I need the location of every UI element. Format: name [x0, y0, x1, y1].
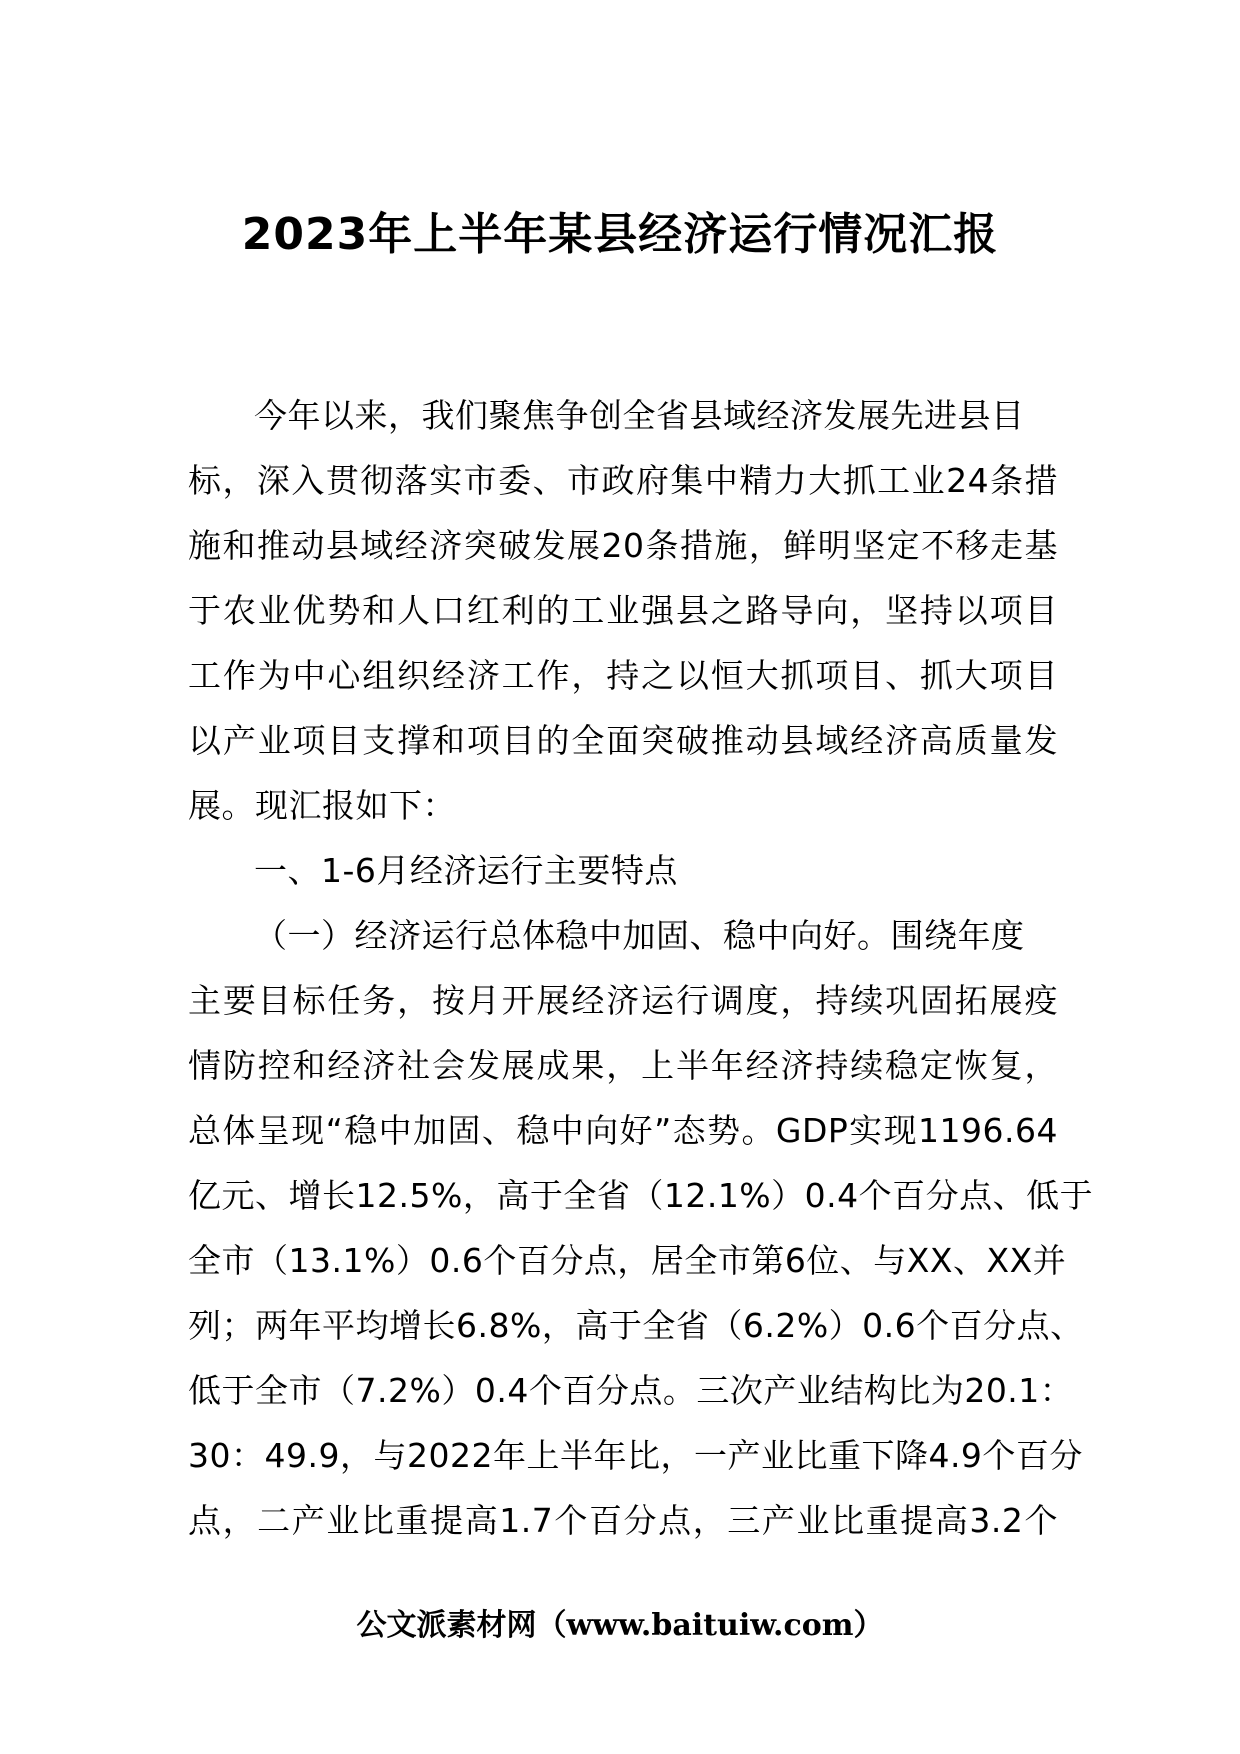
paragraph-line: 亿元、增长12.5%，高于全省（12.1%）0.4个百分点、低于 [188, 1176, 1094, 1215]
document-title: 2023年上半年某县经济运行情况汇报 [241, 209, 999, 260]
paragraph-line: 于农业优势和人口红利的工业强县之路导向，坚持以项目 [188, 591, 1058, 630]
section-heading: 一、1-6月经济运行主要特点 [254, 851, 678, 890]
paragraph-line: 工作为中心组织经济工作，持之以恒大抓项目、抓大项目 [188, 656, 1058, 695]
paragraph-line: 列；两年平均增长6.8%，高于全省（6.2%）0.6个百分点、 [188, 1306, 1084, 1345]
paragraph-line: 标，深入贯彻落实市委、市政府集中精力大抓工业24条措 [188, 461, 1058, 500]
paragraph-line: 主要目标任务，按月开展经济运行调度，持续巩固拓展疫 [188, 981, 1058, 1020]
paragraph-line: 30：49.9，与2022年上半年比，一产业比重下降4.9个百分 [188, 1436, 1083, 1475]
paragraph-line: 总体呈现“稳中加固、稳中向好”态势。GDP实现1196.64 [188, 1111, 1058, 1150]
subsection-heading-line: （一）经济运行总体稳中加固、稳中向好。围绕年度 [254, 916, 1025, 955]
document-body [188, 383, 1094, 1553]
paragraph-line: 全市（13.1%）0.6个百分点，居全市第6位、与XX、XX并 [188, 1241, 1067, 1280]
paragraph-line: 情防控和经济社会发展成果，上半年经济持续稳定恢复， [188, 1046, 1058, 1085]
paragraph-line: 展。现汇报如下： [188, 786, 456, 825]
paragraph-line: 今年以来，我们聚焦争创全省县域经济发展先进县目 [254, 396, 1025, 435]
paragraph-line: 以产业项目支撑和项目的全面突破推动县域经济高质量发 [188, 721, 1058, 760]
paragraph-line: 点，二产业比重提高1.7个百分点，三产业比重提高3.2个 [188, 1501, 1058, 1540]
footer-watermark-text: 公文派素材网（www.baituiw.com） [356, 1608, 884, 1643]
paragraph-line: 施和推动县域经济突破发展20条措施，鲜明坚定不移走基 [188, 526, 1058, 565]
paragraph-line: 低于全市（7.2%）0.4个百分点。三次产业结构比为20.1： [188, 1371, 1074, 1410]
